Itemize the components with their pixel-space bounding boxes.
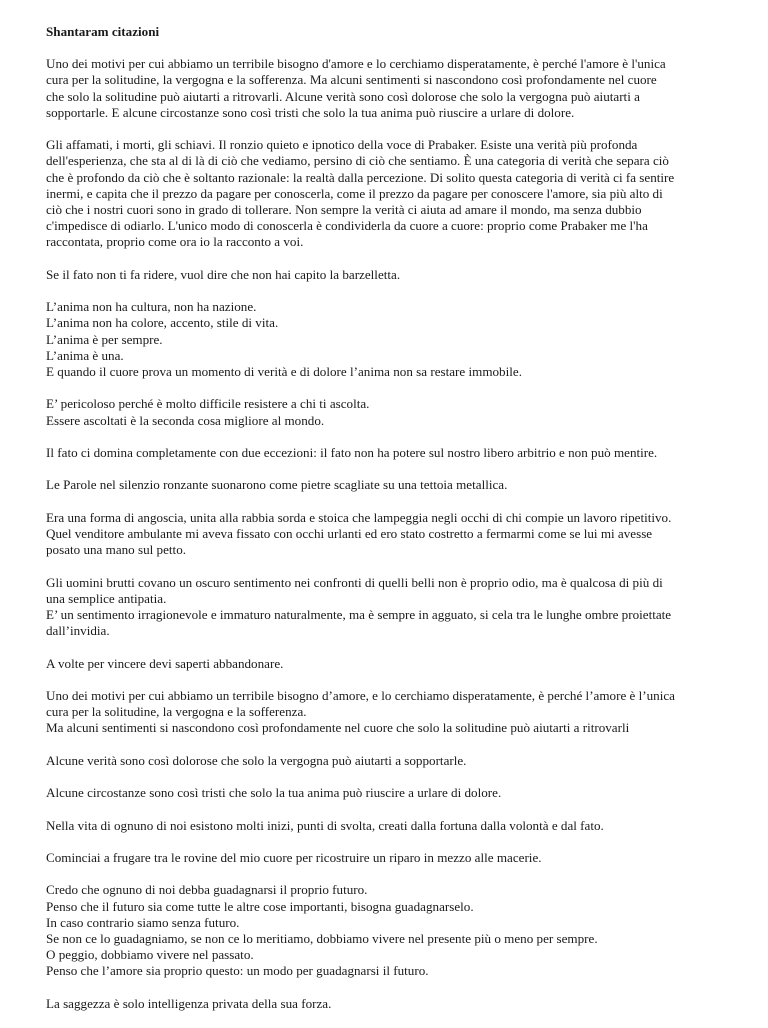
text-line: Quel venditore ambulante mi aveva fissato con occhi urlanti ed ero stato costretto a fermarmi come se lui mi avesse bbox=[46, 525, 653, 541]
paragraph bbox=[46, 785, 736, 801]
paragraph bbox=[46, 575, 736, 640]
text-line: sopportarle. E alcune circostanze sono così tristi che solo la tua anima può riuscire a urlare di dolore. bbox=[46, 104, 575, 120]
text-line: Uno dei motivi per cui abbiamo un terribile bisogno d’amore, e lo cerchiamo disperatamente, è perché l’amore è l’unica bbox=[46, 687, 675, 703]
paragraph bbox=[46, 818, 736, 834]
text-line: cura per la solitudine, la vergogna e la sofferenza. Ma alcuni sentimenti si nascondono così profondamente nel cuore bbox=[46, 72, 657, 88]
paragraph bbox=[46, 445, 736, 461]
text-line: una semplice antipatia. bbox=[46, 590, 167, 606]
text-line: dall’invidia. bbox=[46, 623, 110, 639]
paragraph bbox=[46, 850, 736, 866]
text-line: Penso che l’amore sia proprio questo: un modo per guadagnarsi il futuro. bbox=[46, 963, 429, 979]
text-line: Cominciai a frugare tra le rovine del mio cuore per ricostruire un riparo in mezzo alle macerie. bbox=[46, 849, 542, 865]
text-line: ciò che i nostri cuori sono in grado di tollerare. Non sempre la verità ci aiuta ad amare il mondo, ma senza dubbio bbox=[46, 202, 642, 218]
text-line: E quando il cuore prova un momento di verità e di dolore l’anima non sa restare immobile. bbox=[46, 364, 522, 380]
text-line: Ma alcuni sentimenti si nascondono così profondamente nel cuore che solo la solitudine può aiutarti a ritrovarli bbox=[46, 720, 630, 736]
paragraph bbox=[46, 996, 736, 1012]
text-line: inermi, e capita che il prezzo da pagare per conoscerla, come il prezzo da pagare per conoscere l'amore, sia più alto di bbox=[46, 185, 663, 201]
text-line: In caso contrario siamo senza futuro. bbox=[46, 914, 240, 930]
text-line: c'impedisce di odiarlo. L'unico modo di conoscerla è condividerla da cuore a cuore: proprio come Prabaker me l'ha bbox=[46, 218, 648, 234]
text-line: Penso che il futuro sia come tutte le altre cose importanti, bisogna guadagnarselo. bbox=[46, 898, 474, 914]
text-line: L’anima è per sempre. bbox=[46, 331, 163, 347]
document-title: Shantaram citazioni bbox=[46, 24, 160, 39]
paragraph bbox=[46, 882, 736, 979]
text-line: L’anima non ha colore, accento, stile di vita. bbox=[46, 315, 279, 331]
paragraph bbox=[46, 688, 736, 737]
text-line: Alcune verità sono così dolorose che solo la vergogna può aiutarti a sopportarle. bbox=[46, 752, 467, 768]
text-line: Nella vita di ognuno di noi esistono molti inizi, punti di svolta, creati dalla fortuna dalla volontà e dal fato. bbox=[46, 817, 604, 833]
paragraph bbox=[46, 137, 736, 250]
text-line: posato una mano sul petto. bbox=[46, 542, 187, 558]
text-line: Se il fato non ti fa ridere, vuol dire che non hai capito la barzelletta. bbox=[46, 266, 401, 282]
paragraph bbox=[46, 56, 736, 121]
paragraph bbox=[46, 753, 736, 769]
text-line: Uno dei motivi per cui abbiamo un terribile bisogno d'amore e lo cerchiamo disperatamente, è perché l'amore è l'unica bbox=[46, 56, 666, 72]
text-line: Credo che ognuno di noi debba guadagnarsi il proprio futuro. bbox=[46, 882, 368, 898]
text-line: cura per la solitudine, la vergogna e la sofferenza. bbox=[46, 704, 307, 720]
text-line: E’ un sentimento irragionevole e immaturo naturalmente, ma è sempre in agguato, si cela tra le lunghe ombre proiettate bbox=[46, 606, 672, 622]
text-line: La saggezza è solo intelligenza privata della sua forza. bbox=[46, 995, 332, 1011]
paragraph bbox=[46, 477, 736, 493]
paragraph bbox=[46, 267, 736, 283]
text-line: Se non ce lo guadagniamo, se non ce lo meritiamo, dobbiamo vivere nel presente più o meno per sempre. bbox=[46, 930, 598, 946]
text-line: Le Parole nel silenzio ronzante suonarono come pietre scagliate su una tettoia metallica. bbox=[46, 477, 508, 493]
text-line: A volte per vincere devi saperti abbandonare. bbox=[46, 655, 284, 671]
document-page bbox=[46, 24, 736, 1028]
paragraph bbox=[46, 299, 736, 380]
text-line: E’ pericoloso perché è molto difficile resistere a chi ti ascolta. bbox=[46, 396, 370, 412]
text-line: O peggio, dobbiamo vivere nel passato. bbox=[46, 947, 254, 963]
text-line: L’anima non ha cultura, non ha nazione. bbox=[46, 299, 257, 315]
text-line: L’anima è una. bbox=[46, 347, 124, 363]
document-body bbox=[46, 56, 736, 1012]
text-line: Essere ascoltati è la seconda cosa migliore al mondo. bbox=[46, 412, 325, 428]
text-line: Gli uomini brutti covano un oscuro sentimento nei confronti di quelli belli non è proprio odio, ma è qualcosa di più di bbox=[46, 574, 663, 590]
text-line: Alcune circostanze sono così tristi che solo la tua anima può riuscire a urlare di dolore. bbox=[46, 785, 502, 801]
paragraph bbox=[46, 510, 736, 559]
text-line: Gli affamati, i morti, gli schiavi. Il ronzio quieto e ipnotico della voce di Prabaker. Esiste una verità più profonda bbox=[46, 137, 638, 153]
text-line: che solo la solitudine può aiutarti a ritrovarli. Alcune verità sono così dolorose che solo la vergogna può aiutarti a bbox=[46, 88, 640, 104]
text-line: Era una forma di angoscia, unita alla rabbia sorda e stoica che lampeggia negli occhi di chi compie un lavoro ripetitivo. bbox=[46, 509, 672, 525]
text-line: dell'esperienza, che sta al di là di ciò che vediamo, persino di ciò che sentiamo. È una categoria di verità che separa ciò bbox=[46, 153, 669, 169]
text-line: che è profondo da ciò che è soltanto razionale: la realtà dalla percezione. Di solito questa categoria di verità ci fa sentire bbox=[46, 169, 675, 185]
paragraph bbox=[46, 656, 736, 672]
text-line: raccontata, proprio come ora io la racconto a voi. bbox=[46, 234, 304, 250]
paragraph bbox=[46, 396, 736, 428]
text-line: Il fato ci domina completamente con due eccezioni: il fato non ha potere sul nostro libero arbitrio e non può mentire. bbox=[46, 445, 658, 460]
